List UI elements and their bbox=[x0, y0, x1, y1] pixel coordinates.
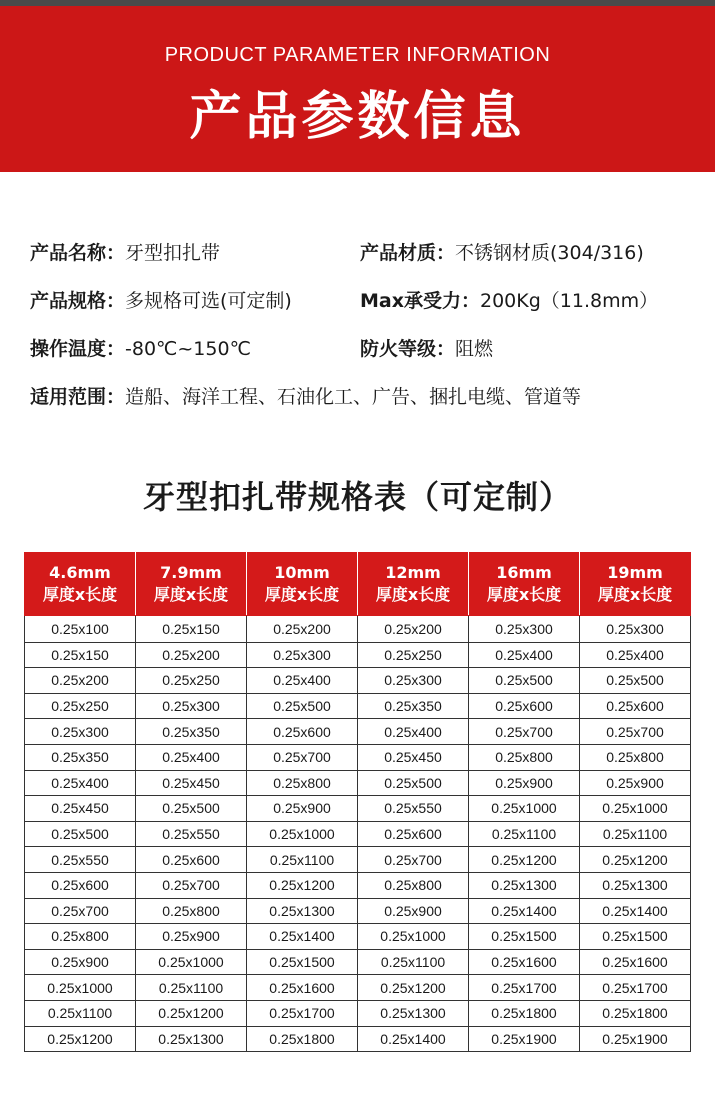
table-row bbox=[25, 949, 691, 975]
table-cell: 0.25x100 bbox=[25, 616, 136, 643]
table-cell: 0.25x1200 bbox=[25, 1026, 136, 1052]
column-sub-label: 厚度x长度 bbox=[42, 585, 118, 604]
param-temperature bbox=[30, 334, 251, 368]
table-cell: 0.25x1100 bbox=[469, 821, 580, 847]
param-value: 牙型扣扎带 bbox=[125, 242, 221, 264]
table-cell: 0.25x1800 bbox=[469, 1000, 580, 1026]
table-cell: 0.25x1500 bbox=[247, 949, 358, 975]
table-cell: 0.25x500 bbox=[358, 770, 469, 796]
table-cell: 0.25x600 bbox=[469, 693, 580, 719]
table-cell: 0.25x700 bbox=[469, 719, 580, 745]
table-cell: 0.25x900 bbox=[358, 898, 469, 924]
table-cell: 0.25x250 bbox=[136, 668, 247, 694]
table-cell: 0.25x1200 bbox=[469, 847, 580, 873]
table-cell: 0.25x800 bbox=[469, 744, 580, 770]
column-header bbox=[247, 553, 358, 616]
table-cell: 0.25x1300 bbox=[247, 898, 358, 924]
table-cell: 0.25x550 bbox=[136, 821, 247, 847]
param-label: 适用范围： bbox=[30, 386, 126, 408]
column-header bbox=[358, 553, 469, 616]
table-cell: 0.25x1700 bbox=[469, 975, 580, 1001]
table-cell: 0.25x300 bbox=[247, 642, 358, 668]
table-cell: 0.25x600 bbox=[580, 693, 691, 719]
table-cell: 0.25x600 bbox=[25, 872, 136, 898]
column-header bbox=[25, 553, 136, 616]
table-cell: 0.25x1400 bbox=[580, 898, 691, 924]
table-row bbox=[25, 616, 691, 643]
table-cell: 0.25x800 bbox=[247, 770, 358, 796]
spec-table-title: 牙型扣扎带规格表（可定制） bbox=[142, 478, 572, 516]
param-label: 防火等级： bbox=[360, 338, 456, 360]
table-cell: 0.25x1500 bbox=[469, 924, 580, 950]
column-width-label: 16mm bbox=[496, 563, 552, 582]
table-cell: 0.25x800 bbox=[358, 872, 469, 898]
param-label: 产品名称： bbox=[30, 242, 126, 264]
table-cell: 0.25x300 bbox=[358, 668, 469, 694]
table-cell: 0.25x300 bbox=[580, 616, 691, 643]
table-cell: 0.25x1300 bbox=[580, 872, 691, 898]
table-cell: 0.25x800 bbox=[580, 744, 691, 770]
table-row bbox=[25, 796, 691, 822]
table-cell: 0.25x1400 bbox=[247, 924, 358, 950]
table-row bbox=[25, 1000, 691, 1026]
table-cell: 0.25x600 bbox=[358, 821, 469, 847]
table-cell: 0.25x1800 bbox=[247, 1026, 358, 1052]
table-cell: 0.25x450 bbox=[25, 796, 136, 822]
table-cell: 0.25x500 bbox=[247, 693, 358, 719]
table-cell: 0.25x400 bbox=[358, 719, 469, 745]
table-cell: 0.25x300 bbox=[469, 616, 580, 643]
table-cell: 0.25x1200 bbox=[136, 1000, 247, 1026]
table-cell: 0.25x400 bbox=[580, 642, 691, 668]
table-cell: 0.25x350 bbox=[136, 719, 247, 745]
column-sub-label: 厚度x长度 bbox=[264, 585, 340, 604]
table-cell: 0.25x450 bbox=[358, 744, 469, 770]
table-row bbox=[25, 1026, 691, 1052]
param-spec bbox=[30, 286, 292, 320]
table-cell: 0.25x1100 bbox=[247, 847, 358, 873]
table-cell: 0.25x150 bbox=[25, 642, 136, 668]
column-sub-label: 厚度x长度 bbox=[597, 585, 673, 604]
table-cell: 0.25x1400 bbox=[358, 1026, 469, 1052]
table-cell: 0.25x1600 bbox=[469, 949, 580, 975]
table-cell: 0.25x1200 bbox=[358, 975, 469, 1001]
table-cell: 0.25x1300 bbox=[136, 1026, 247, 1052]
table-cell: 0.25x900 bbox=[25, 949, 136, 975]
table-row bbox=[25, 668, 691, 694]
table-row bbox=[25, 719, 691, 745]
param-value: 不锈钢材质(304/316) bbox=[455, 242, 644, 264]
table-row bbox=[25, 847, 691, 873]
table-row bbox=[25, 975, 691, 1001]
column-header bbox=[136, 553, 247, 616]
param-label: 产品材质： bbox=[360, 242, 456, 264]
table-cell: 0.25x1600 bbox=[580, 949, 691, 975]
table-cell: 0.25x1900 bbox=[469, 1026, 580, 1052]
table-cell: 0.25x500 bbox=[25, 821, 136, 847]
column-width-label: 12mm bbox=[385, 563, 441, 582]
column-sub-label: 厚度x长度 bbox=[153, 585, 229, 604]
table-cell: 0.25x150 bbox=[136, 616, 247, 643]
table-cell: 0.25x1000 bbox=[136, 949, 247, 975]
table-cell: 0.25x1300 bbox=[358, 1000, 469, 1026]
header-banner bbox=[0, 6, 715, 172]
table-cell: 0.25x250 bbox=[25, 693, 136, 719]
table-cell: 0.25x1800 bbox=[580, 1000, 691, 1026]
table-cell: 0.25x1000 bbox=[358, 924, 469, 950]
table-cell: 0.25x1000 bbox=[247, 821, 358, 847]
column-width-label: 7.9mm bbox=[160, 563, 222, 582]
banner-title-cn: 产品参数信息 bbox=[189, 87, 526, 147]
table-row bbox=[25, 642, 691, 668]
table-cell: 0.25x1100 bbox=[358, 949, 469, 975]
table-cell: 0.25x1000 bbox=[469, 796, 580, 822]
table-cell: 0.25x700 bbox=[25, 898, 136, 924]
column-header bbox=[580, 553, 691, 616]
column-sub-label: 厚度x长度 bbox=[486, 585, 562, 604]
param-value: 200Kg（11.8mm） bbox=[479, 290, 659, 312]
table-cell: 0.25x1000 bbox=[25, 975, 136, 1001]
table-header-row bbox=[25, 553, 691, 616]
param-product-name bbox=[30, 238, 220, 272]
column-width-label: 10mm bbox=[274, 563, 330, 582]
column-sub-label: 厚度x长度 bbox=[375, 585, 451, 604]
table-row bbox=[25, 872, 691, 898]
table-cell: 0.25x700 bbox=[358, 847, 469, 873]
param-value: -80℃~150℃ bbox=[125, 338, 251, 360]
table-row bbox=[25, 924, 691, 950]
table-cell: 0.25x900 bbox=[247, 796, 358, 822]
param-label: 产品规格： bbox=[30, 290, 126, 312]
table-cell: 0.25x300 bbox=[136, 693, 247, 719]
table-cell: 0.25x550 bbox=[358, 796, 469, 822]
table-cell: 0.25x200 bbox=[136, 642, 247, 668]
column-header bbox=[469, 553, 580, 616]
table-cell: 0.25x600 bbox=[247, 719, 358, 745]
table-cell: 0.25x500 bbox=[469, 668, 580, 694]
table-cell: 0.25x200 bbox=[247, 616, 358, 643]
table-cell: 0.25x900 bbox=[136, 924, 247, 950]
spec-table bbox=[24, 552, 691, 1052]
table-row bbox=[25, 693, 691, 719]
table-cell: 0.25x550 bbox=[25, 847, 136, 873]
table-row bbox=[25, 821, 691, 847]
table-cell: 0.25x1100 bbox=[580, 821, 691, 847]
banner-title-en: PRODUCT PARAMETER INFORMATION bbox=[164, 44, 551, 66]
column-width-label: 4.6mm bbox=[49, 563, 111, 582]
table-cell: 0.25x700 bbox=[247, 744, 358, 770]
param-label: 操作温度： bbox=[30, 338, 126, 360]
table-cell: 0.25x1900 bbox=[580, 1026, 691, 1052]
table-cell: 0.25x350 bbox=[358, 693, 469, 719]
table-cell: 0.25x1600 bbox=[247, 975, 358, 1001]
table-cell: 0.25x400 bbox=[247, 668, 358, 694]
param-value: 阻燃 bbox=[455, 338, 494, 360]
table-cell: 0.25x1300 bbox=[469, 872, 580, 898]
table-cell: 0.25x450 bbox=[136, 770, 247, 796]
table-cell: 0.25x500 bbox=[136, 796, 247, 822]
table-cell: 0.25x250 bbox=[358, 642, 469, 668]
table-cell: 0.25x1000 bbox=[580, 796, 691, 822]
table-cell: 0.25x500 bbox=[580, 668, 691, 694]
table-cell: 0.25x800 bbox=[136, 898, 247, 924]
param-application bbox=[30, 382, 581, 416]
table-cell: 0.25x300 bbox=[25, 719, 136, 745]
spec-table-body bbox=[25, 616, 691, 1052]
table-cell: 0.25x200 bbox=[358, 616, 469, 643]
table-row bbox=[25, 898, 691, 924]
table-cell: 0.25x1200 bbox=[580, 847, 691, 873]
column-width-label: 19mm bbox=[607, 563, 663, 582]
table-cell: 0.25x800 bbox=[25, 924, 136, 950]
table-cell: 0.25x1100 bbox=[136, 975, 247, 1001]
table-cell: 0.25x900 bbox=[580, 770, 691, 796]
table-cell: 0.25x400 bbox=[469, 642, 580, 668]
table-cell: 0.25x1500 bbox=[580, 924, 691, 950]
table-cell: 0.25x1400 bbox=[469, 898, 580, 924]
table-cell: 0.25x1200 bbox=[247, 872, 358, 898]
param-label: Max承受力： bbox=[360, 290, 480, 312]
param-material bbox=[360, 238, 644, 272]
table-cell: 0.25x400 bbox=[136, 744, 247, 770]
table-cell: 0.25x700 bbox=[136, 872, 247, 898]
table-cell: 0.25x600 bbox=[136, 847, 247, 873]
table-cell: 0.25x400 bbox=[25, 770, 136, 796]
table-cell: 0.25x350 bbox=[25, 744, 136, 770]
param-fire-rating bbox=[360, 334, 493, 368]
table-row bbox=[25, 770, 691, 796]
table-cell: 0.25x200 bbox=[25, 668, 136, 694]
table-row bbox=[25, 744, 691, 770]
param-value: 多规格可选(可定制) bbox=[125, 290, 292, 312]
table-cell: 0.25x900 bbox=[469, 770, 580, 796]
table-cell: 0.25x1100 bbox=[25, 1000, 136, 1026]
param-value: 造船、海洋工程、石油化工、广告、捆扎电缆、管道等 bbox=[125, 386, 582, 408]
table-cell: 0.25x1700 bbox=[247, 1000, 358, 1026]
table-cell: 0.25x1700 bbox=[580, 975, 691, 1001]
param-max-load bbox=[360, 286, 658, 320]
table-cell: 0.25x700 bbox=[580, 719, 691, 745]
